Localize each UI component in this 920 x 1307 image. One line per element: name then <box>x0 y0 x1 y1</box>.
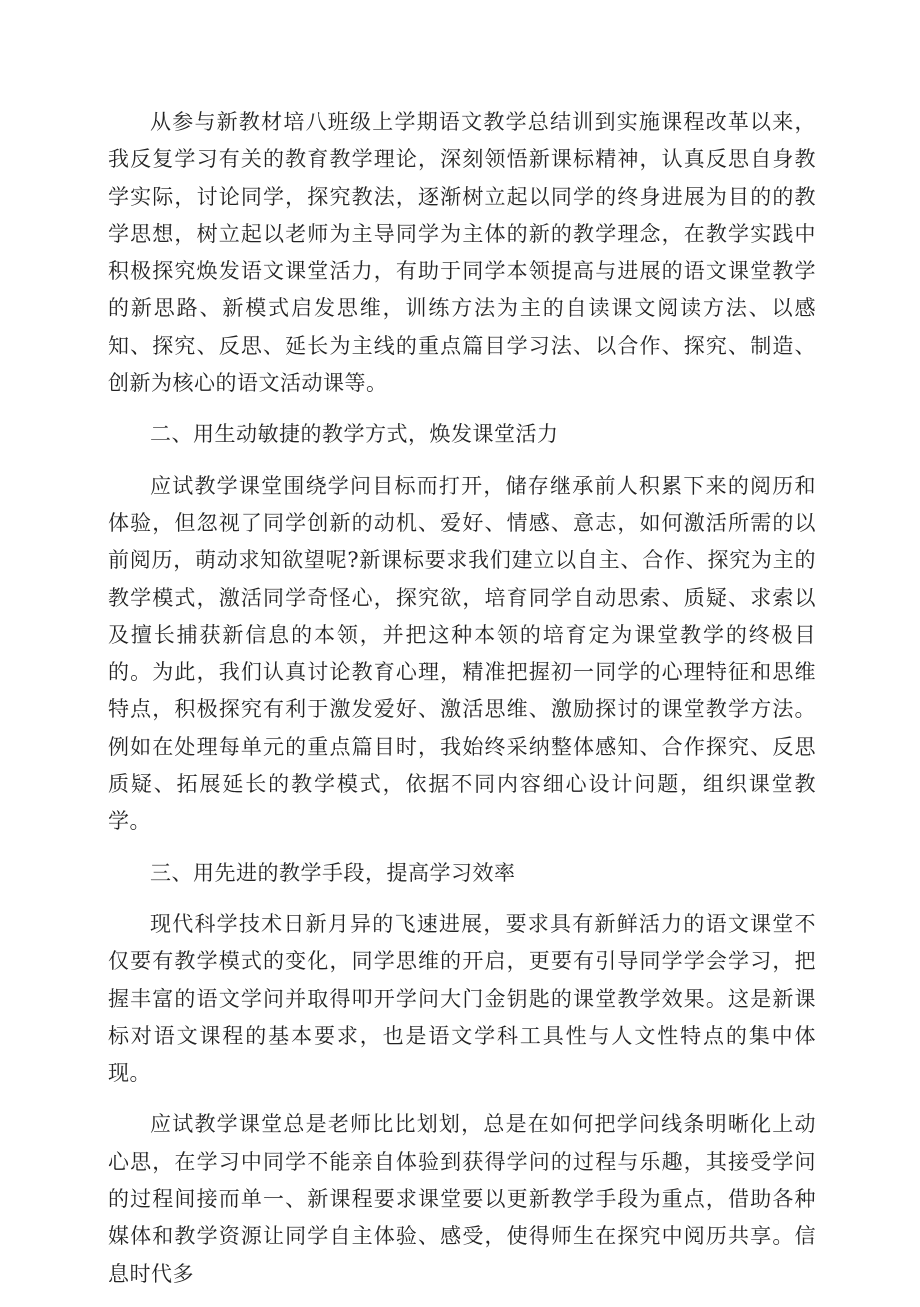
section-heading-3: 三、用先进的教学手段，提高学习效率 <box>150 860 516 885</box>
paragraph-section-3a: 现代科学技术日新月异的飞速进展，要求具有新鲜活力的语文课堂不仅要有教学模式的变化，同学思维的开启，更要有引导同学学会学习，把握丰富的语文学问并取得叩开学问大门金钥匙的课堂教学效果。这是新课标对语文课程的基本要求，也是语文学科工具性与人文性特点的集中体现。 <box>108 911 816 1086</box>
section-heading-2: 二、用生动敏捷的教学方式，焕发课堂活力 <box>150 422 559 447</box>
paragraph-section-3b: 应试教学课堂总是老师比比划划，总是在如何把学问线条明晰化上动心思，在学习中同学不能亲自体验到获得学问的过程与乐趣，其接受学问的过程间接而单一、新课程要求课堂要以更新教学手段为重点，借助各种媒体和教学资源让同学自主体验、感受，使得师生在探究中阅历共享。信息时代多 <box>108 1112 816 1286</box>
paragraph-section-2: 应试教学课堂围绕学问目标而打开，储存继承前人积累下来的阅历和体验，但忽视了同学创新的动机、爱好、情感、意志，如何激活所需的以前阅历，萌动求知欲望呢?新课标要求我们建立以自主、合作、探究为主的教学模式，激活同学奇怪心，探究欲，培育同学自动思索、质疑、求索以及擅长捕获新信息的本领，并把这种本领的培育定为课堂教学的终极目的。为此，我们认真讨论教育心理，精准把握初一同学的心理特征和思维特点，积极探究有利于激发爱好、激活思维、激励探讨的课堂教学方法。例如在处理每单元的重点篇目时，我始终采纳整体感知、合作探究、反思质疑、拓展延长的教学模式，依据不同内容细心设计问题，组织课堂教学。 <box>108 473 816 834</box>
document-body <box>108 104 816 1307</box>
paragraph-intro: 从参与新教材培八班级上学期语文教学总结训到实施课程改革以来，我反复学习有关的教育教学理论，深刻领悟新课标精神，认真反思自身教学实际，讨论同学，探究教法，逐渐树立起以同学的终身进展为目的的教学思想，树立起以老师为主导同学为主体的新的教学理念，在教学实践中积极探究焕发语文课堂活力，有助于同学本领提高与进展的语文课堂教学的新思路、新模式启发思维，训练方法为主的自读课文阅读方法、以感知、探究、反思、延长为主线的重点篇目学习法、以合作、探究、制造、创新为核心的语文活动课等。 <box>108 110 816 396</box>
